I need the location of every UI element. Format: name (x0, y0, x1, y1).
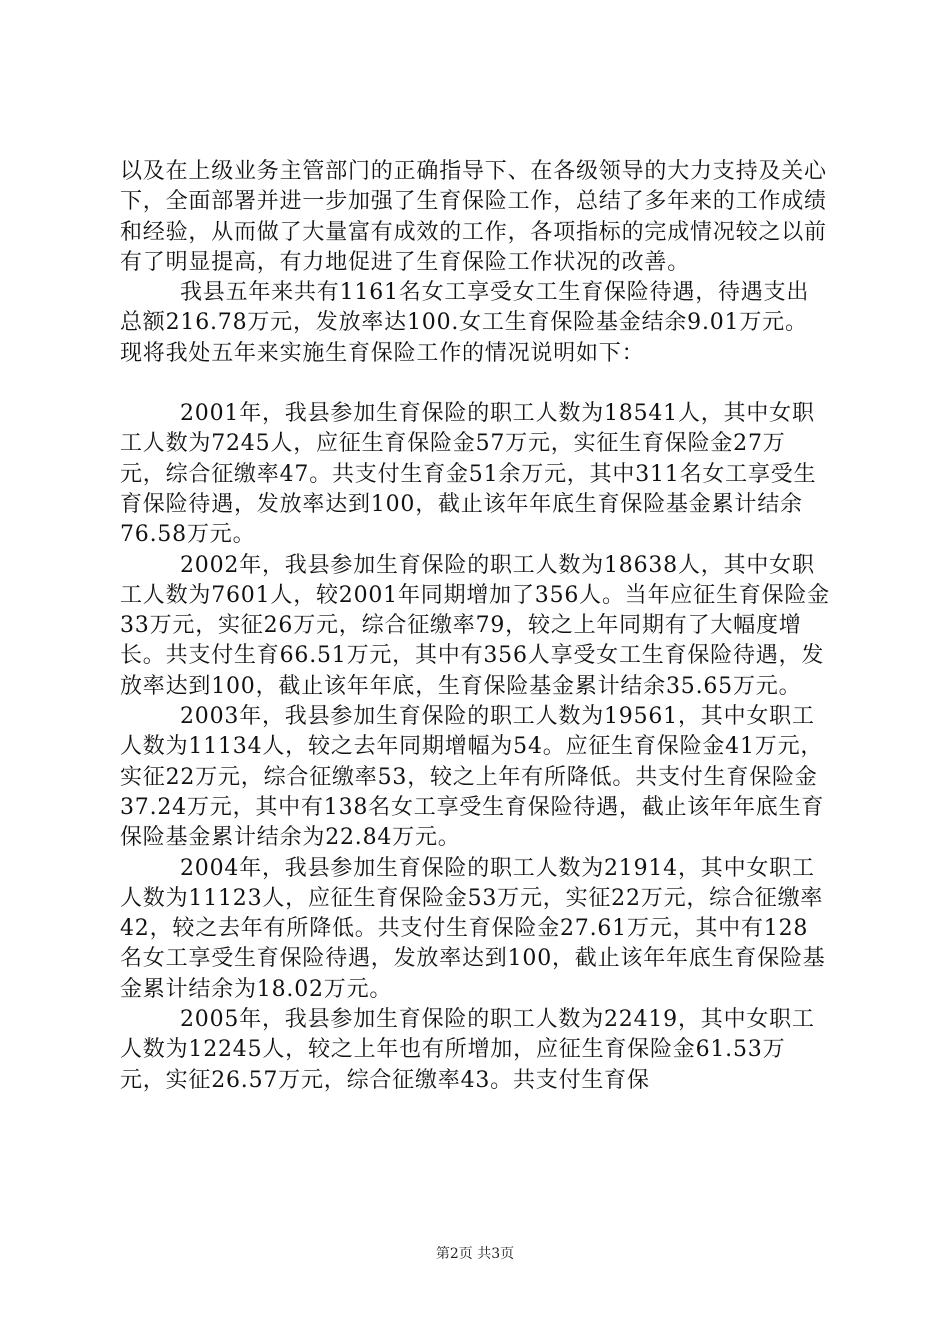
document-body (120, 157, 830, 1096)
page-footer (0, 1244, 950, 1264)
paragraph-2004: 2004年，我县参加生育保险的职工人数为21914，其中女职工人数为11123人，应征生育保险金53万元，实征22万元，综合征缴率42，较之去年有所降低。共支付生育保险金27.61万元，其中有128名女工享受生育保险待遇，发放率达到100，截止该年年底生育保险基金累计结余为18.02万元。 (120, 855, 826, 1002)
paragraph-2001: 2001年，我县参加生育保险的职工人数为18541人，其中女职工人数为7245人，应征生育保险金57万元，实征生育保险金27万元，综合征缴率47。共支付生育金51余万元，其中311名女工享受生育保险待遇，发放率达到100，截止该年年底生育保险基金累计结余76.58万元。 (120, 401, 817, 548)
page-number: 第2页 共3页 (435, 1246, 515, 1262)
paragraph-summary: 我县五年来共有1161名女工享受女工生育保险待遇，待遇支出总额216.78万元，发放率达100.女工生育保险基金结余9.01万元。现将我处五年来实施生育保险工作的情况说明如下： (120, 280, 810, 366)
paragraph-2003: 2003年，我县参加生育保险的职工人数为19561，其中女职工人数为11134人，较之去年同期增幅为54。应征生育保险金41万元，实征22万元，综合征缴率53，较之上年有所降低。共支付生育保险金37.24万元，其中有138名女工享受生育保险待遇，截止该年年底生育保险基金累计结余为22.84万元。 (120, 704, 825, 851)
paragraph-2002: 2002年，我县参加生育保险的职工人数为18638人，其中女职工人数为7601人，较2001年同期增加了356人。当年应征生育保险金33万元，实征26万元，综合征缴率79，较之上年同期有了大幅度增长。共支付生育66.51万元，其中有356人享受女工生育保险待遇，发放率达到100，截止该年年底，生育保险基金累计结余35.65万元。 (120, 552, 830, 699)
paragraph-2005: 2005年，我县参加生育保险的职工人数为22419，其中女职工人数为12245人，较之上年也有所增加，应征生育保险金61.53万元，实征26.57万元，综合征缴率43。共支付生育保 (120, 1007, 815, 1093)
paragraph-intro: 以及在上级业务主管部门的正确指导下、在各级领导的大力支持及关心下，全面部署并进一步加强了生育保险工作，总结了多年来的工作成绩和经验，从而做了大量富有成效的工作，各项指标的完成情况较之以前有了明显提高，有力地促进了生育保险工作状况的改善。 (120, 159, 827, 275)
